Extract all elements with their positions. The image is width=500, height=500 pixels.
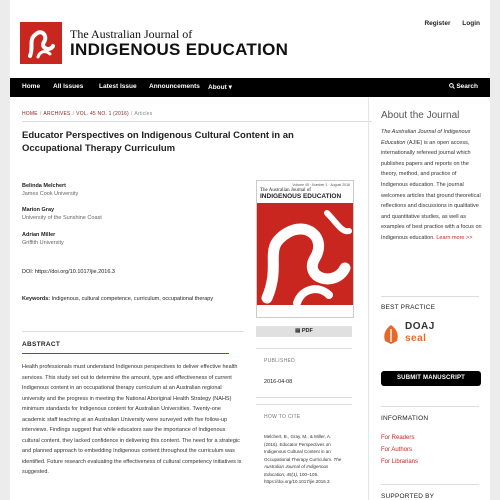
user-links xyxy=(414,20,480,27)
sidebar xyxy=(368,97,490,500)
cover-swirl-icon xyxy=(257,203,353,305)
doi-label: DOI: xyxy=(22,269,34,275)
doi xyxy=(22,269,115,275)
breadcrumb-separator: / xyxy=(72,111,75,117)
keywords-value: Indigenous, cultural competence, curriculum, occupational therapy xyxy=(51,296,214,302)
for-librarians-link[interactable]: For Librarians xyxy=(381,459,419,465)
doi-link[interactable]: https://doi.org/10.1017/jie.2016.3 xyxy=(34,269,115,275)
supported-by-heading: SUPPORTED BY xyxy=(381,493,435,500)
search-link[interactable] xyxy=(449,83,479,90)
journal-logo[interactable] xyxy=(20,22,62,64)
author-affiliation: James Cook University xyxy=(22,191,79,197)
how-to-cite-box xyxy=(256,404,352,500)
nav-about[interactable] xyxy=(208,83,232,91)
about-title: About the Journal xyxy=(381,110,460,121)
best-practice-heading: BEST PRACTICE xyxy=(381,304,436,311)
cite-label: HOW TO CITE xyxy=(264,414,301,420)
doaj-text: DOAJ xyxy=(405,321,435,332)
abstract-text: Health professionals must understand Indigenous perspectives to deliver effective health services. This study set out to determine the amount, type and effectiveness of current Indigenous content in an occupational therapy curriculum at an Australian regional university and the progress in meeting the National Aboriginal Health Strategy (NAHS) minimum standards for Indigenous content for Australian Universities. Twenty-one academic staff teaching at an Australian University were surveyed with five follow-up interviews. Findings suggest that while educators saw the importance of Indigenous cultural content, they lacked confidence in delivering this content. The need for a strategic and planned approach to embedding Indigenous content throughout the curriculum was identified. Future research evaluating the effectiveness of cultural competency initiatives is suggested. xyxy=(22,364,242,475)
pdf-label: PDF xyxy=(301,328,313,334)
abstract-rule xyxy=(22,353,229,354)
divider xyxy=(22,121,372,122)
citation-text xyxy=(264,433,346,486)
cover-footer xyxy=(257,305,353,317)
breadcrumb-separator: / xyxy=(39,111,42,117)
keywords xyxy=(22,295,242,304)
submit-manuscript-button[interactable]: SUBMIT MANUSCRIPT xyxy=(381,371,481,386)
breadcrumb-current: Articles xyxy=(134,111,153,117)
about-description: (AJIE) is an open access, internationally refereed journal which publishes papers and reports on the theory, method, and practice of Indigenous education. The journal welcomes articles that ground theoretical reflections and discussions in qualitative and quantitative studies, as well as examples of best practice with a focus on Indigenous education. xyxy=(381,139,482,241)
citation-journal: The Australian Journal of Indigenous Education, 45(1), xyxy=(264,456,342,477)
doaj-seal[interactable] xyxy=(381,321,451,347)
register-link[interactable]: Register xyxy=(424,20,451,27)
author-name: Marion Gray xyxy=(22,207,55,213)
author-item xyxy=(22,206,102,222)
search-label: Search xyxy=(456,83,478,90)
breadcrumb-issue[interactable]: VOL. 45 NO. 1 (2016) xyxy=(76,111,129,117)
site-header xyxy=(10,0,490,78)
doaj-seal-text: seal xyxy=(405,333,427,344)
learn-more-link[interactable]: Learn more >> xyxy=(436,234,473,241)
main-nav xyxy=(10,78,490,97)
citation-main: Melchert, B., Gray, M., & Miller, A. (2016). Educator Perspectives on Indigenous Cultural Content in an Occupational Therapy Curriculum. xyxy=(264,434,333,462)
author-name: Adrian Miller xyxy=(22,232,56,238)
pdf-icon: ▤ xyxy=(295,328,301,334)
published-box xyxy=(256,348,352,398)
author-item xyxy=(22,231,64,247)
breadcrumb-archives[interactable]: ARCHIVES xyxy=(43,111,71,117)
cover-header xyxy=(257,181,353,203)
about-text xyxy=(381,127,483,244)
divider xyxy=(381,484,479,485)
search-icon xyxy=(449,83,455,89)
nav-latest-issue[interactable]: Latest Issue xyxy=(99,83,137,90)
breadcrumb xyxy=(22,111,152,117)
logo-swirl-icon xyxy=(26,26,56,60)
nav-about-label: About xyxy=(208,84,227,91)
for-readers-link[interactable]: For Readers xyxy=(381,435,415,441)
divider xyxy=(381,296,479,297)
information-heading: INFORMATION xyxy=(381,415,429,422)
about-journal-name: The Australian Journal of Indigenous Education xyxy=(381,129,471,146)
chevron-down-icon: ▾ xyxy=(228,84,232,91)
journal-title-line1: The Australian Journal of xyxy=(70,27,193,41)
author-affiliation: Griffith University xyxy=(22,240,64,246)
login-link[interactable]: Login xyxy=(462,20,480,27)
keywords-label: Keywords: xyxy=(22,296,51,302)
divider xyxy=(22,331,244,332)
doaj-seal-icon xyxy=(381,323,401,345)
nav-home[interactable]: Home xyxy=(22,83,41,90)
author-affiliation: University of the Sunshine Coast xyxy=(22,215,102,221)
abstract-heading: ABSTRACT xyxy=(22,341,61,348)
citation-doi[interactable]: https://doi.org/10.1017/jie.2016.3 xyxy=(264,479,330,484)
divider xyxy=(381,406,479,407)
breadcrumb-separator: / xyxy=(130,111,133,117)
cover-title-line1: The Australian Journal of xyxy=(260,188,311,193)
author-item xyxy=(22,182,78,198)
citation-pages: 100–105. xyxy=(299,471,319,477)
issue-cover[interactable] xyxy=(256,180,354,318)
for-authors-link[interactable]: For Authors xyxy=(381,447,413,453)
cover-title-line2: INDIGENOUS EDUCATION xyxy=(260,193,342,200)
author-name: Belinda Melchert xyxy=(22,183,67,189)
journal-title-line2: INDIGENOUS EDUCATION xyxy=(70,40,289,59)
nav-announcements[interactable]: Announcements xyxy=(149,83,200,90)
published-date: 2016-04-08 xyxy=(264,379,293,385)
cover-volume: Volume 45 · Number 1 · August 2016 xyxy=(292,183,350,187)
pdf-download-button[interactable] xyxy=(256,326,352,337)
page xyxy=(10,0,490,500)
breadcrumb-home[interactable]: HOME xyxy=(22,111,38,117)
article-title: Educator Perspectives on Indigenous Cultural Content in an Occupational Therapy Curriculum xyxy=(22,130,294,154)
published-label: PUBLISHED xyxy=(264,358,296,364)
nav-all-issues[interactable]: All Issues xyxy=(53,83,84,90)
